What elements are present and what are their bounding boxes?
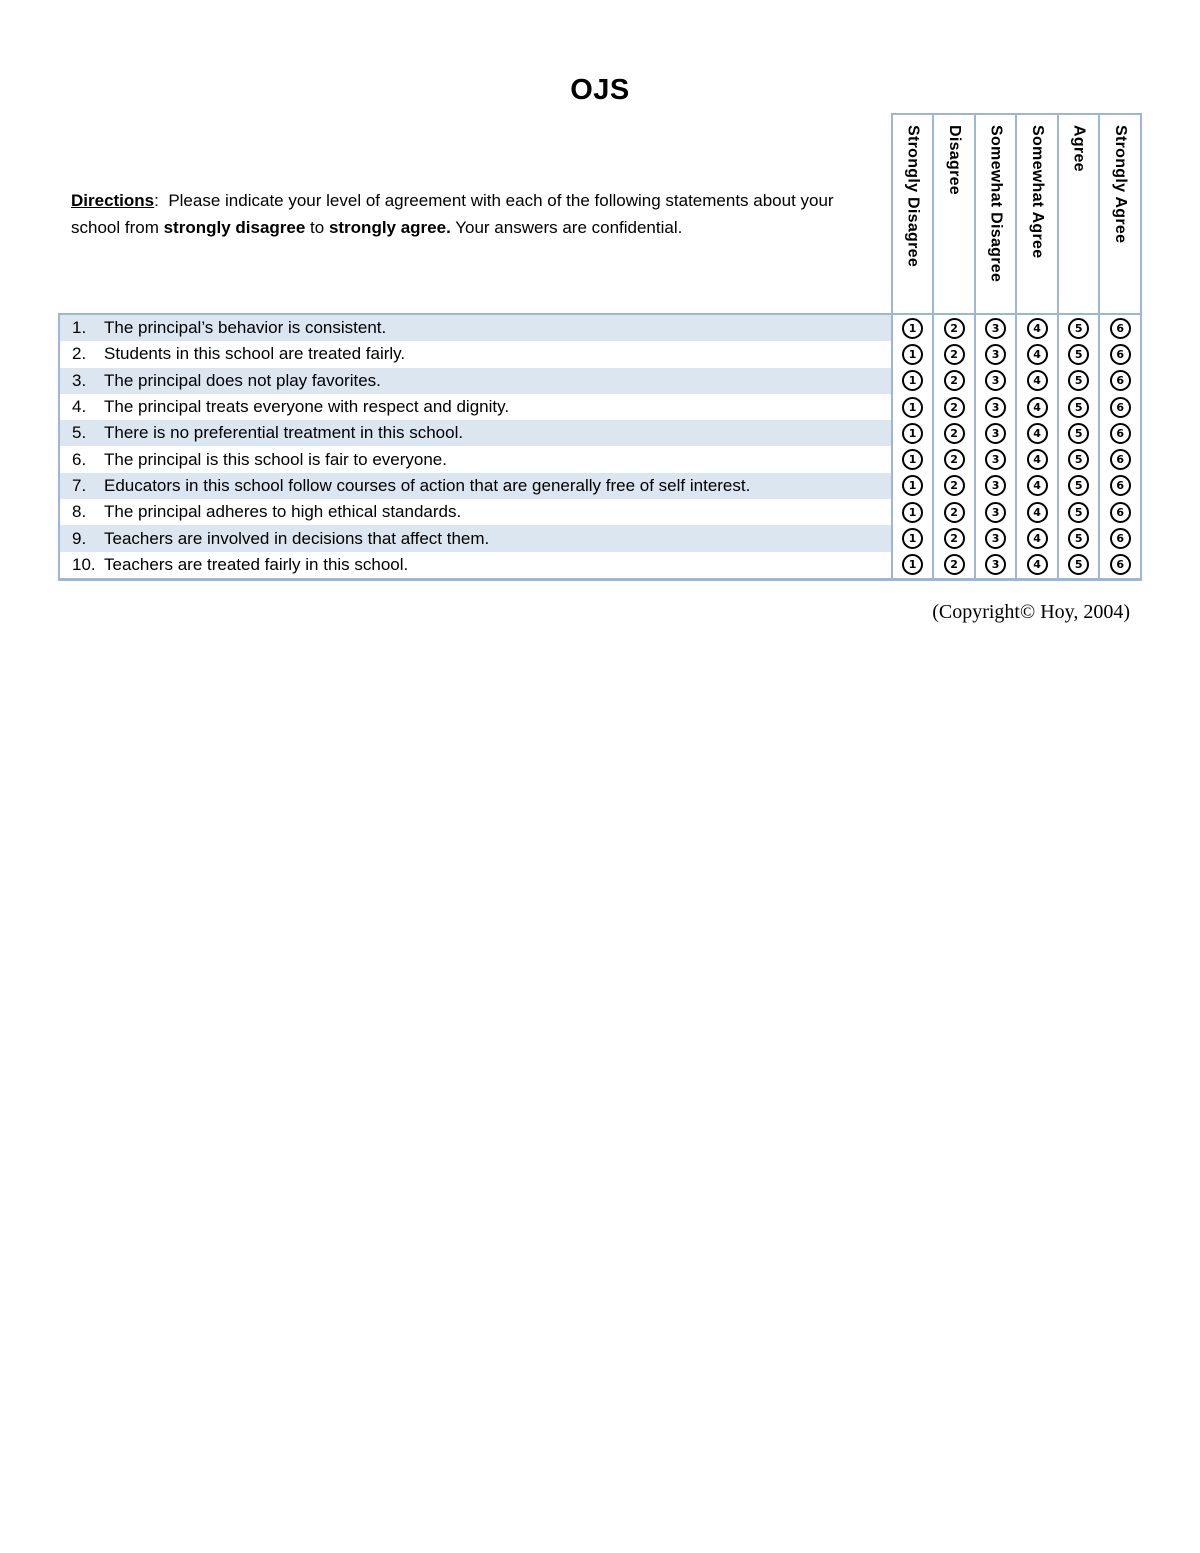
response-bubble-6[interactable]: 6 <box>1110 528 1131 549</box>
response-bubble-2[interactable]: 2 <box>944 502 965 523</box>
item-number: 2. <box>72 344 87 364</box>
item-number: 10. <box>72 554 96 574</box>
item-statement <box>59 473 892 499</box>
response-bubble-3[interactable]: 3 <box>985 528 1006 549</box>
table-row <box>59 341 1141 367</box>
item-statement <box>59 394 892 420</box>
response-cell <box>1058 368 1100 394</box>
response-cell <box>975 552 1017 580</box>
response-bubble-5[interactable]: 5 <box>1068 370 1089 391</box>
response-cell <box>892 499 934 525</box>
response-bubble-3[interactable]: 3 <box>985 370 1006 391</box>
item-number: 4. <box>72 397 87 417</box>
response-cell <box>1016 473 1058 499</box>
header-row <box>59 114 1141 314</box>
response-bubble-2[interactable]: 2 <box>944 370 965 391</box>
response-bubble-5[interactable]: 5 <box>1068 318 1089 339</box>
scale-header-somewhat-disagree: Somewhat Disagree <box>975 114 1017 314</box>
item-statement <box>59 314 892 341</box>
table-row <box>59 552 1141 580</box>
response-bubble-2[interactable]: 2 <box>944 528 965 549</box>
response-cell <box>975 368 1017 394</box>
response-bubble-2[interactable]: 2 <box>944 423 965 444</box>
response-bubble-3[interactable]: 3 <box>985 344 1006 365</box>
response-bubble-6[interactable]: 6 <box>1110 502 1131 523</box>
response-bubble-6[interactable]: 6 <box>1110 397 1131 418</box>
scale-header-strongly-disagree: Strongly Disagree <box>892 114 934 314</box>
response-bubble-6[interactable]: 6 <box>1110 344 1131 365</box>
response-bubble-2[interactable]: 2 <box>944 397 965 418</box>
response-bubble-1[interactable]: 1 <box>902 449 923 470</box>
response-bubble-1[interactable]: 1 <box>902 554 923 575</box>
response-bubble-3[interactable]: 3 <box>985 475 1006 496</box>
response-cell <box>892 420 934 446</box>
table-row <box>59 525 1141 551</box>
response-bubble-3[interactable]: 3 <box>985 423 1006 444</box>
table-row <box>59 420 1141 446</box>
response-cell <box>892 473 934 499</box>
response-bubble-6[interactable]: 6 <box>1110 554 1131 575</box>
response-cell <box>933 525 975 551</box>
response-bubble-4[interactable]: 4 <box>1027 318 1048 339</box>
response-bubble-5[interactable]: 5 <box>1068 423 1089 444</box>
response-cell <box>1099 420 1141 446</box>
response-bubble-5[interactable]: 5 <box>1068 475 1089 496</box>
item-statement <box>59 446 892 472</box>
scale-header-disagree: Disagree <box>933 114 975 314</box>
item-statement <box>59 420 892 446</box>
response-cell <box>975 473 1017 499</box>
response-bubble-3[interactable]: 3 <box>985 502 1006 523</box>
response-cell <box>975 525 1017 551</box>
table-row <box>59 394 1141 420</box>
response-bubble-2[interactable]: 2 <box>944 318 965 339</box>
response-cell <box>1099 473 1141 499</box>
table-row <box>59 473 1141 499</box>
item-text: The principal is this school is fair to everyone. <box>104 449 447 469</box>
response-bubble-6[interactable]: 6 <box>1110 423 1131 444</box>
response-cell <box>1058 420 1100 446</box>
response-cell <box>933 368 975 394</box>
item-number: 3. <box>72 370 87 390</box>
scale-header-somewhat-agree: Somewhat Agree <box>1016 114 1058 314</box>
response-cell <box>933 446 975 472</box>
response-cell <box>1016 420 1058 446</box>
item-statement <box>59 499 892 525</box>
response-cell <box>1016 446 1058 472</box>
response-bubble-3[interactable]: 3 <box>985 397 1006 418</box>
directions-label: Directions <box>71 190 155 210</box>
response-bubble-1[interactable]: 1 <box>902 502 923 523</box>
response-bubble-2[interactable]: 2 <box>944 449 965 470</box>
response-cell <box>975 446 1017 472</box>
response-bubble-1[interactable]: 1 <box>902 423 923 444</box>
response-cell <box>1058 341 1100 367</box>
response-bubble-3[interactable]: 3 <box>985 318 1006 339</box>
response-cell <box>975 499 1017 525</box>
response-cell <box>1058 525 1100 551</box>
response-bubble-2[interactable]: 2 <box>944 344 965 365</box>
table-row <box>59 446 1141 472</box>
response-cell <box>1099 341 1141 367</box>
items-body <box>59 314 1141 579</box>
response-bubble-1[interactable]: 1 <box>902 528 923 549</box>
response-cell <box>1099 368 1141 394</box>
response-cell <box>1058 552 1100 580</box>
item-number: 8. <box>72 502 87 522</box>
item-statement <box>59 525 892 551</box>
response-bubble-6[interactable]: 6 <box>1110 318 1131 339</box>
survey-table <box>58 113 1142 581</box>
response-bubble-4[interactable]: 4 <box>1027 344 1048 365</box>
response-bubble-4[interactable]: 4 <box>1027 449 1048 470</box>
item-statement <box>59 368 892 394</box>
response-bubble-6[interactable]: 6 <box>1110 449 1131 470</box>
response-bubble-4[interactable]: 4 <box>1027 370 1048 391</box>
scale-header-agree: Agree <box>1058 114 1100 314</box>
directions: Directions: Please indicate your level of agreement with each of the following statements about your school from strongly disagree to strongly agree. Your answers are confidential. <box>71 190 839 237</box>
item-text: Teachers are involved in decisions that affect them. <box>104 528 490 548</box>
response-bubble-5[interactable]: 5 <box>1068 344 1089 365</box>
response-cell <box>892 368 934 394</box>
response-cell <box>1058 473 1100 499</box>
response-cell <box>1058 394 1100 420</box>
table-row <box>59 314 1141 341</box>
item-text: There is no preferential treatment in this school. <box>104 423 464 443</box>
item-text: The principal adheres to high ethical standards. <box>104 502 462 522</box>
response-bubble-4[interactable]: 4 <box>1027 397 1048 418</box>
scale-header-strongly-agree: Strongly Agree <box>1099 114 1141 314</box>
response-cell <box>892 552 934 580</box>
item-number: 7. <box>72 475 87 495</box>
response-cell <box>892 394 934 420</box>
response-bubble-1[interactable]: 1 <box>902 344 923 365</box>
item-text: Students in this school are treated fairly. <box>104 344 406 364</box>
copyright-notice: (Copyright© Hoy, 2004) <box>932 601 1130 623</box>
response-cell <box>1016 314 1058 341</box>
response-bubble-6[interactable]: 6 <box>1110 475 1131 496</box>
response-cell <box>933 314 975 341</box>
response-cell <box>1099 446 1141 472</box>
response-cell <box>892 525 934 551</box>
response-bubble-4[interactable]: 4 <box>1027 554 1048 575</box>
response-bubble-5[interactable]: 5 <box>1068 449 1089 470</box>
response-cell <box>933 552 975 580</box>
item-text: The principal’s behavior is consistent. <box>104 318 387 338</box>
response-cell <box>933 499 975 525</box>
response-cell <box>933 420 975 446</box>
response-cell <box>1099 394 1141 420</box>
response-cell <box>1016 499 1058 525</box>
response-bubble-4[interactable]: 4 <box>1027 502 1048 523</box>
response-cell <box>1016 394 1058 420</box>
response-bubble-4[interactable]: 4 <box>1027 423 1048 444</box>
response-bubble-4[interactable]: 4 <box>1027 528 1048 549</box>
response-cell <box>892 314 934 341</box>
response-cell <box>975 394 1017 420</box>
item-text: Educators in this school follow courses of action that are generally free of self interest. <box>104 475 751 495</box>
item-text: The principal treats everyone with respect and dignity. <box>104 397 510 417</box>
response-cell <box>892 446 934 472</box>
response-bubble-3[interactable]: 3 <box>985 554 1006 575</box>
item-number: 9. <box>72 528 87 548</box>
item-statement <box>59 341 892 367</box>
response-cell <box>1099 552 1141 580</box>
response-cell <box>1058 446 1100 472</box>
response-cell <box>933 473 975 499</box>
response-bubble-1[interactable]: 1 <box>902 475 923 496</box>
item-text: Teachers are treated fairly in this school. <box>104 554 409 574</box>
response-bubble-5[interactable]: 5 <box>1068 554 1089 575</box>
item-number: 5. <box>72 423 87 443</box>
item-number: 1. <box>72 318 87 338</box>
item-text: The principal does not play favorites. <box>104 370 381 390</box>
response-cell <box>1099 525 1141 551</box>
response-cell <box>1016 341 1058 367</box>
response-cell <box>1016 552 1058 580</box>
response-cell <box>1099 314 1141 341</box>
response-cell <box>1099 499 1141 525</box>
response-bubble-1[interactable]: 1 <box>902 318 923 339</box>
response-bubble-5[interactable]: 5 <box>1068 528 1089 549</box>
response-bubble-1[interactable]: 1 <box>902 370 923 391</box>
response-cell <box>1016 368 1058 394</box>
response-bubble-1[interactable]: 1 <box>902 397 923 418</box>
response-cell <box>975 314 1017 341</box>
response-cell <box>892 341 934 367</box>
response-cell <box>933 341 975 367</box>
response-cell <box>975 341 1017 367</box>
response-bubble-6[interactable]: 6 <box>1110 370 1131 391</box>
table-row <box>59 368 1141 394</box>
response-bubble-5[interactable]: 5 <box>1068 397 1089 418</box>
response-cell <box>1058 314 1100 341</box>
table-row <box>59 499 1141 525</box>
response-bubble-2[interactable]: 2 <box>944 475 965 496</box>
response-cell <box>1016 525 1058 551</box>
response-bubble-4[interactable]: 4 <box>1027 475 1048 496</box>
response-bubble-3[interactable]: 3 <box>985 449 1006 470</box>
response-bubble-2[interactable]: 2 <box>944 554 965 575</box>
response-bubble-5[interactable]: 5 <box>1068 502 1089 523</box>
item-statement <box>59 552 892 580</box>
response-cell <box>975 420 1017 446</box>
response-cell <box>1058 499 1100 525</box>
item-number: 6. <box>72 449 87 469</box>
response-cell <box>933 394 975 420</box>
page-title: OJS <box>570 74 630 106</box>
